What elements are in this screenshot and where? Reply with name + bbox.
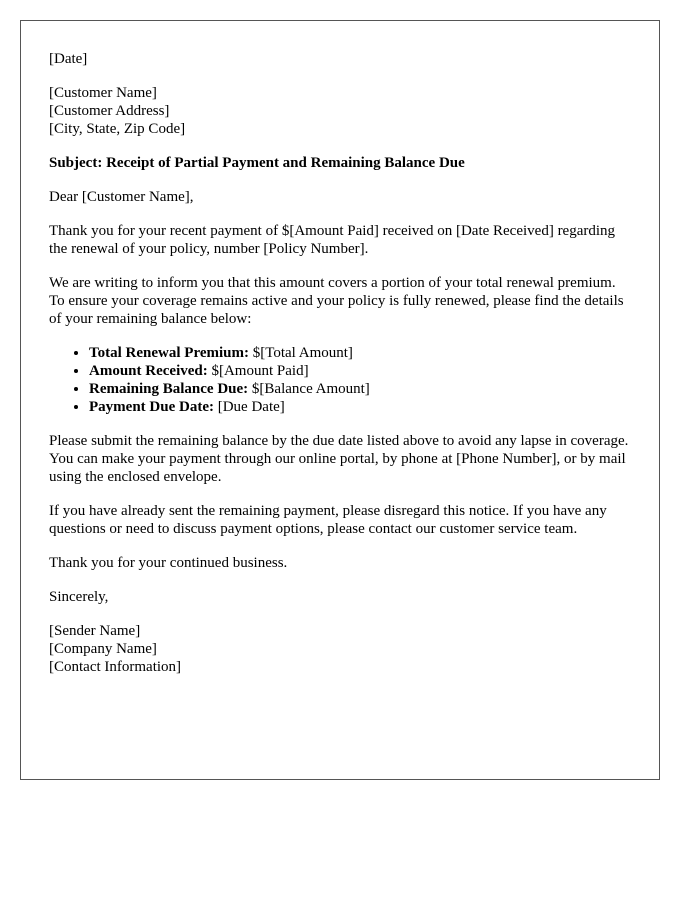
detail-label: Payment Due Date: (89, 399, 214, 415)
letter-page (20, 20, 660, 780)
paragraph-balance-intro: We are writing to inform you that this amount covers a portion of your total renewal premium. To ensure your coverage remains active and your policy is fully renewed, please find the details of your remaining balance below: (49, 275, 624, 327)
detail-due-date (89, 398, 631, 416)
paragraph-payment-received: Thank you for your recent payment of $[Amount Paid] received on [Date Received] regarding the renewal of your policy, number [Policy Number]. (49, 223, 616, 257)
detail-label: Total Renewal Premium: (89, 345, 249, 361)
recipient-city-state-zip: [City, State, Zip Code] (49, 121, 186, 137)
detail-total-premium (89, 344, 631, 362)
recipient-name: [Customer Name] (49, 85, 157, 101)
subject-line: Subject: Receipt of Partial Payment and Remaining Balance Due (49, 155, 465, 171)
detail-label: Remaining Balance Due: (89, 381, 249, 397)
detail-value: $[Balance Amount] (248, 381, 370, 397)
detail-value: $[Total Amount] (248, 345, 353, 361)
sender-contact: [Contact Information] (49, 659, 182, 675)
detail-value: [Due Date] (213, 399, 285, 415)
sender-name: [Sender Name] (49, 623, 141, 639)
letter-date: [Date] (49, 51, 88, 67)
sender-signature-block (49, 622, 631, 676)
detail-amount-received (89, 362, 631, 380)
detail-remaining-balance (89, 380, 631, 398)
closing: Sincerely, (49, 589, 109, 605)
paragraph-disregard-notice: If you have already sent the remaining payment, please disregard this notice. If you have any questions or need to discuss payment options, please contact our customer service team. (49, 503, 607, 537)
recipient-address: [Customer Address] (49, 103, 170, 119)
sender-company: [Company Name] (49, 641, 157, 657)
paragraph-submit-payment: Please submit the remaining balance by the due date listed above to avoid any lapse in coverage. You can make your payment through our online portal, by phone at [Phone Number], or by mail using the enclosed envelope. (49, 433, 629, 485)
recipient-address-block (49, 84, 631, 138)
balance-details-list (49, 344, 631, 416)
detail-value: $[Amount Paid] (207, 363, 309, 379)
date-line (49, 50, 631, 68)
salutation: Dear [Customer Name], (49, 189, 194, 205)
paragraph-thank-you: Thank you for your continued business. (49, 555, 288, 571)
detail-label: Amount Received: (89, 363, 208, 379)
